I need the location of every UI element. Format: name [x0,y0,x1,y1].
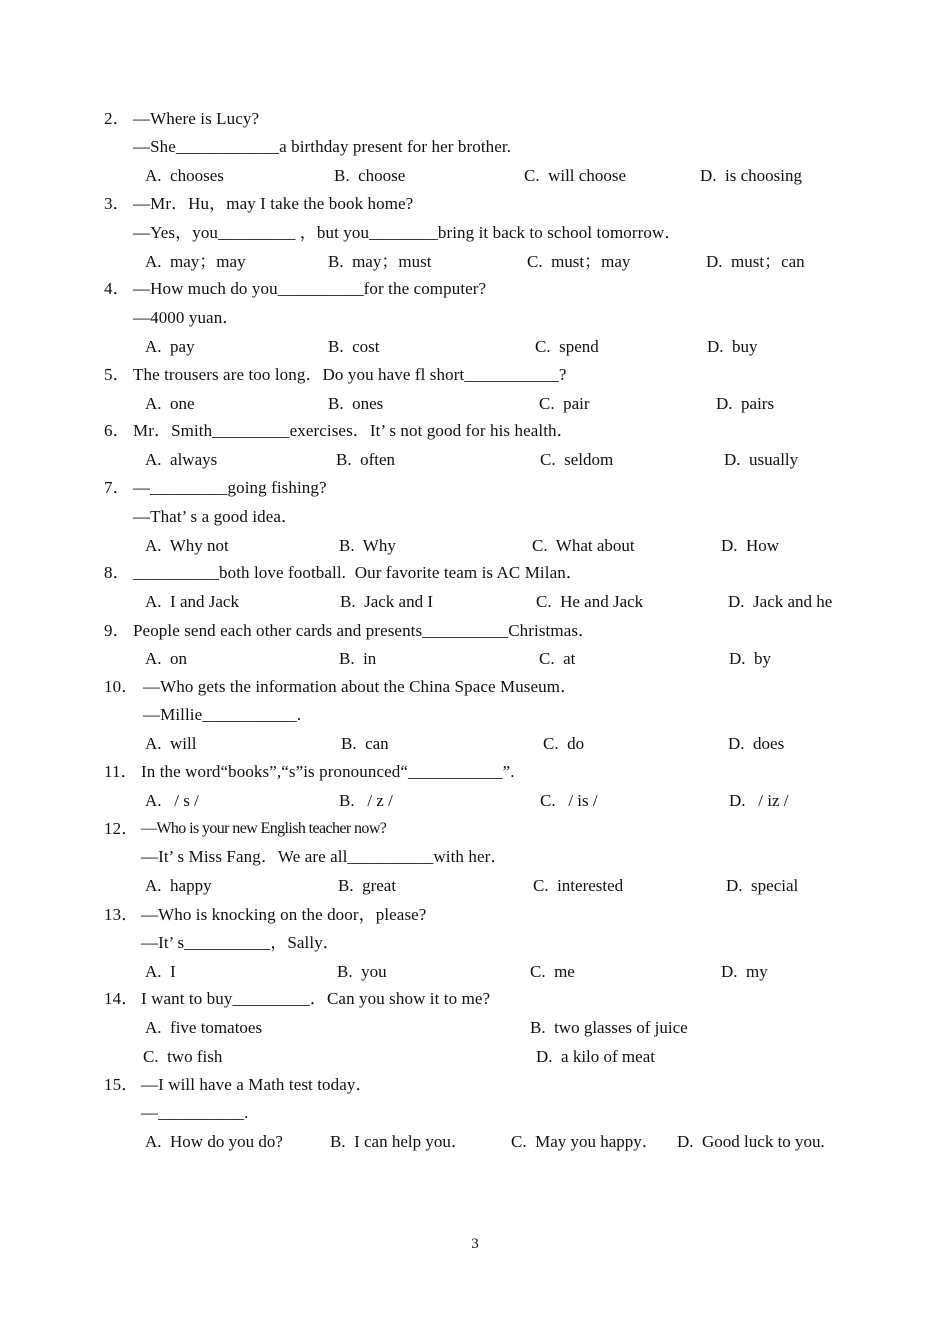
option-b: B. / z / [339,791,393,810]
question-text: —I will have a Math test today． [141,1075,373,1094]
option-c: C. / is / [540,791,598,810]
question-text: The trousers are too long．Do you have fl short___________? [133,365,567,384]
option-d: D. does [728,734,785,753]
option-b: B. often [336,450,396,469]
question-text: —__________. [141,1103,249,1122]
question-text: —Who is knocking on the door，please? [141,905,427,924]
question-text: —She____________a birthday present for her brother. [133,137,512,156]
option-d: D. / iz / [729,791,789,810]
option-a: A. How do you do? [145,1132,283,1151]
option-a: A. / s / [145,791,199,810]
option-b: B. can [341,734,389,753]
option-c: C. seldom [540,450,614,469]
option-d: D. is choosing [700,166,802,185]
option-c: C. spend [535,337,599,356]
option-c: C. interested [533,876,624,895]
option-d: D. How [721,536,780,555]
option-a: A. five tomatoes [145,1018,263,1037]
option-a: A. I [145,962,176,981]
option-d: D. must；can [706,252,805,271]
question-number: 7． [104,478,130,497]
option-a: A. I and Jack [145,592,239,611]
question-text: In the word“books”,“s”is pronounced“___________”. [141,762,515,781]
option-c: C. me [530,962,575,981]
option-b: B. two glasses of juice [530,1018,688,1037]
option-c: C. two fish [143,1047,223,1066]
question-text: —Yes，you_________ ，but you________bring it back to school tomorrow． [133,223,682,242]
option-c: C. at [539,649,576,668]
option-b: B. in [339,649,377,668]
question-text: —_________going fishing? [133,478,327,497]
question-text: I want to buy_________．Can you show it to me? [141,989,491,1008]
option-b: B. Why [339,536,396,555]
question-number: 4． [104,279,130,298]
option-a: A. always [145,450,218,469]
option-b: B. you [337,962,387,981]
option-d: D. my [721,962,768,981]
question-number: 15． [104,1075,139,1094]
option-a: A. may；may [145,252,246,271]
question-number: 8． [104,563,130,582]
question-text: —It’ s Miss Fang．We are all__________with her． [141,847,508,866]
option-a: A. one [145,394,195,413]
option-c: C. What about [532,536,635,555]
question-text: __________both love football. Our favorite team is AC Milan． [133,563,583,582]
question-number: 9． [104,621,130,640]
option-c: C. do [543,734,585,753]
option-a: A. happy [145,876,212,895]
option-b: B. choose [334,166,406,185]
question-text: —How much do you__________for the computer? [133,279,487,298]
option-b: B. I can help you． [330,1132,468,1151]
question-number: 10． [104,677,139,696]
option-b: B. great [338,876,397,895]
question-number: 2． [104,109,130,128]
option-c: C. will choose [524,166,626,185]
question-text: —Millie___________. [143,705,302,724]
question-text: Mr．Smith_________exercises．It’ s not good for his health． [133,421,574,440]
option-b: B. cost [328,337,380,356]
option-b: B. may；must [328,252,432,271]
question-number: 13． [104,905,139,924]
option-b: B. Jack and I [340,592,434,611]
question-number: 6． [104,421,130,440]
question-text: —Who is your new English teacher now? [141,820,387,837]
page-number: 3 [471,1236,479,1252]
option-b: B. ones [328,394,384,413]
option-d: D. usually [724,450,799,469]
option-d: D. Jack and he [728,592,833,611]
option-d: D. buy [707,337,758,356]
option-a: A. Why not [145,536,229,555]
question-text: —Where is Lucy? [133,109,260,128]
question-text: —4000 yuan． [133,308,240,327]
question-number: 11． [104,762,138,781]
question-text: —Mr．Hu，may I take the book home? [133,194,414,213]
question-number: 14． [104,989,139,1008]
question-text: —That’ s a good idea． [133,507,299,526]
question-text: —Who gets the information about the China Space Museum． [143,677,578,696]
question-text: People send each other cards and presents__________Christmas． [133,621,596,640]
question-number: 3． [104,194,130,213]
option-d: D. pairs [716,394,775,413]
option-a: A. on [145,649,188,668]
option-c: C. must；may [527,252,631,271]
option-c: C. May you happy． [511,1132,659,1151]
option-a: A. pay [145,337,195,356]
question-text: —It’ s__________，Sally． [141,933,340,952]
question-number: 5． [104,365,130,384]
option-d: D. special [726,876,799,895]
option-a: A. will [145,734,197,753]
option-a: A. chooses [145,166,224,185]
option-d: D. a kilo of meat [536,1047,655,1066]
option-d: D. by [729,649,772,668]
question-number: 12． [104,819,139,838]
option-d: D. Good luck to you. [677,1132,825,1151]
option-c: C. He and Jack [536,592,644,611]
option-c: C. pair [539,394,590,413]
